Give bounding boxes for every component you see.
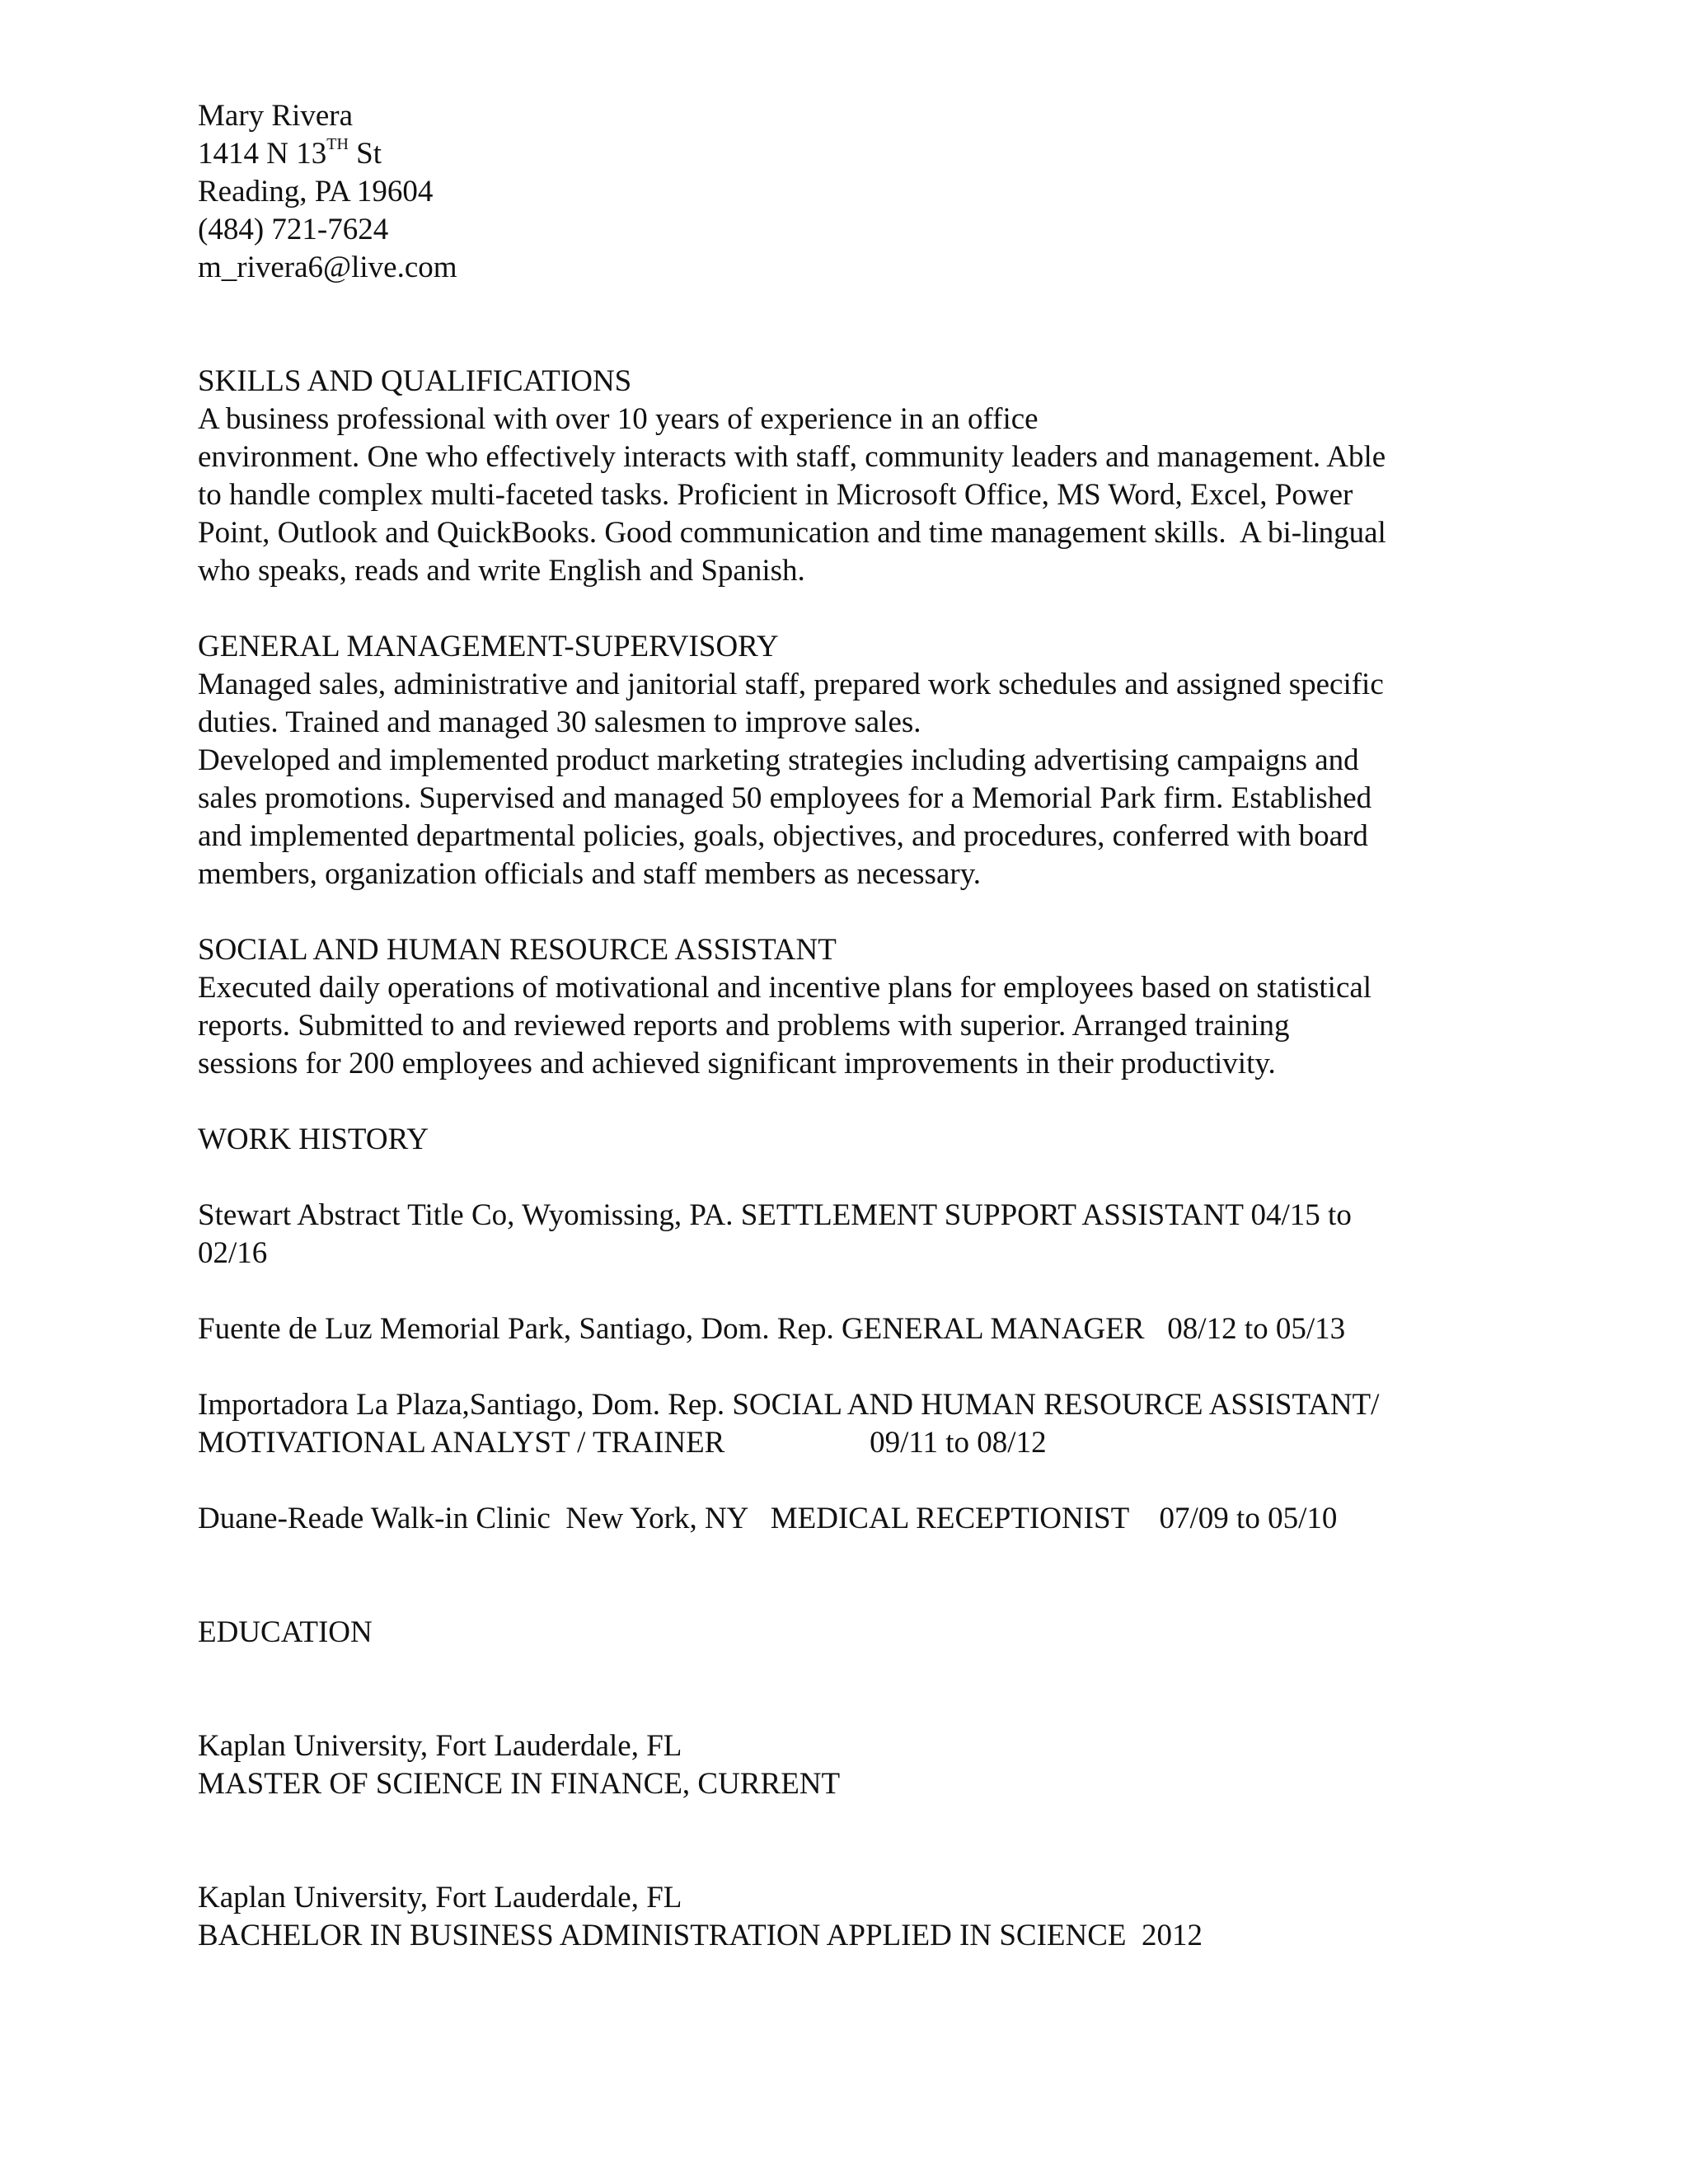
- social-title: SOCIAL AND HUMAN RESOURCE ASSISTANT: [198, 933, 837, 967]
- education-school: Kaplan University, Fort Lauderdale, FL: [198, 1729, 682, 1763]
- job-entry: Stewart Abstract Title Co, Wyomissing, PA. SETTLEMENT SUPPORT ASSISTANT 04/15 to: [198, 1198, 1352, 1232]
- management-line: sales promotions. Supervised and managed 50 employees for a Memorial Park firm. Established: [198, 781, 1372, 815]
- skills-section: [198, 363, 1517, 590]
- contact-email: m_rivera6@live.com: [198, 251, 457, 284]
- skills-line: A business professional with over 10 years of experience in an office: [198, 402, 1039, 436]
- management-section: [198, 628, 1517, 893]
- social-line: sessions for 200 employees and achieved significant improvements in their productivity.: [198, 1047, 1276, 1080]
- work-history-section: [198, 1121, 1517, 1538]
- management-line: Managed sales, administrative and janitorial staff, prepared work schedules and assigned specific: [198, 668, 1384, 701]
- job-entry: Importadora La Plaza,Santiago, Dom. Rep. SOCIAL AND HUMAN RESOURCE ASSISTANT/: [198, 1388, 1380, 1422]
- resume-page: [198, 97, 1517, 1955]
- social-line: reports. Submitted to and reviewed reports and problems with superior. Arranged training: [198, 1009, 1290, 1043]
- skills-line: environment. One who effectively interacts with staff, community leaders and management. Able: [198, 440, 1386, 474]
- management-line: duties. Trained and managed 30 salesmen to improve sales.: [198, 705, 921, 739]
- social-line: Executed daily operations of motivational and incentive plans for employees based on statistical: [198, 971, 1372, 1005]
- street-name: St: [348, 137, 382, 171]
- street-number: 1414 N 13: [198, 137, 327, 171]
- job-entry: Fuente de Luz Memorial Park, Santiago, Dom. Rep. GENERAL MANAGER 08/12 to 05/13: [198, 1312, 1346, 1346]
- skills-line: to handle complex multi-faceted tasks. Proficient in Microsoft Office, MS Word, Excel, Power: [198, 478, 1353, 512]
- job-entry: 02/16: [198, 1236, 268, 1270]
- contact-street: [198, 135, 1517, 173]
- management-line: and implemented departmental policies, goals, objectives, and procedures, conferred with board: [198, 819, 1368, 853]
- skills-line: Point, Outlook and QuickBooks. Good communication and time management skills. A bi-lingual: [198, 516, 1386, 550]
- contact-city: Reading, PA 19604: [198, 175, 434, 209]
- skills-title: SKILLS AND QUALIFICATIONS: [198, 364, 632, 398]
- street-suffix: TH: [326, 134, 349, 153]
- job-entry: MOTIVATIONAL ANALYST / TRAINER 09/11 to 08/12: [198, 1426, 1047, 1460]
- education-title: EDUCATION: [198, 1615, 373, 1649]
- contact-phone: (484) 721-7624: [198, 213, 389, 246]
- contact-name: Mary Rivera: [198, 99, 354, 133]
- work-history-title: WORK HISTORY: [198, 1122, 429, 1156]
- social-section: [198, 931, 1517, 1083]
- education-section: [198, 1614, 1517, 1955]
- management-line: Developed and implemented product marketing strategies including advertising campaigns and: [198, 743, 1359, 777]
- education-degree: BACHELOR IN BUSINESS ADMINISTRATION APPLIED IN SCIENCE 2012: [198, 1919, 1203, 1952]
- contact-block: [198, 97, 1517, 287]
- education-school: Kaplan University, Fort Lauderdale, FL: [198, 1881, 682, 1915]
- education-degree: MASTER OF SCIENCE IN FINANCE, CURRENT: [198, 1767, 841, 1801]
- job-entry: Duane-Reade Walk-in Clinic New York, NY MEDICAL RECEPTIONIST 07/09 to 05/10: [198, 1502, 1338, 1535]
- skills-line: who speaks, reads and write English and Spanish.: [198, 554, 805, 588]
- management-line: members, organization officials and staff members as necessary.: [198, 857, 982, 891]
- management-title: GENERAL MANAGEMENT-SUPERVISORY: [198, 630, 779, 663]
